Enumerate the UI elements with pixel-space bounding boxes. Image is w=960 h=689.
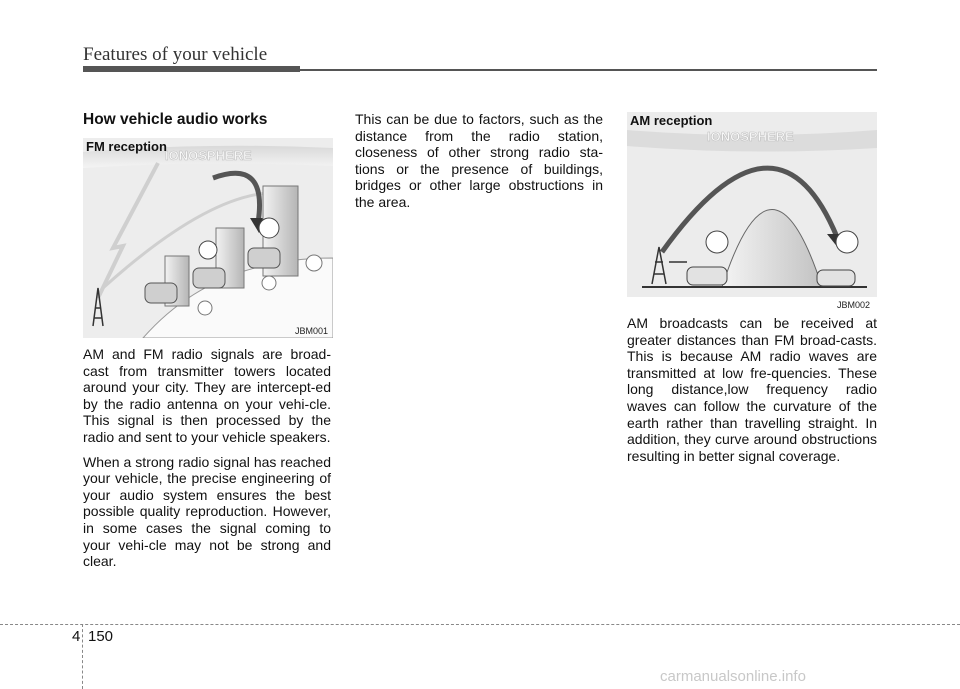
fm-distorted-sound-icon	[199, 241, 217, 259]
fm-reception-label: FM reception	[86, 139, 167, 154]
page-header-title: Features of your vehicle	[83, 44, 268, 65]
footer-rule	[0, 624, 960, 625]
am-sound-icon-left	[706, 231, 728, 253]
fm-car-3	[248, 248, 280, 268]
am-figure-code: JBM002	[837, 300, 871, 310]
header-rule-thick	[83, 66, 300, 72]
col2-paragraph-1: This can be due to factors, such as the distance from the radio station, closeness of other strong radio sta-tions or the presence of buildings, bridges or other large obstructions in the area.	[355, 111, 603, 210]
fm-car-1	[145, 283, 177, 303]
fm-figure-code: JBM001	[295, 326, 329, 336]
header-rule-thin	[300, 69, 877, 71]
column-2	[355, 111, 603, 219]
section-heading: How vehicle audio works	[83, 111, 268, 128]
column-1	[83, 346, 331, 578]
watermark: carmanualsonline.info	[660, 668, 806, 685]
footer-divider	[82, 624, 83, 689]
am-car-left	[687, 267, 727, 285]
fm-tree-icon	[306, 255, 322, 271]
am-reception-illustration	[627, 112, 877, 312]
am-reception-label: AM reception	[630, 113, 713, 128]
fm-tree-icon	[198, 301, 212, 315]
am-sound-icon-right	[836, 231, 858, 253]
fm-ionosphere-text: IONOSPHERE	[165, 148, 252, 163]
page-number: 150	[88, 628, 114, 645]
col3-paragraph-1: AM broadcasts can be received at greater distances than FM broad-casts. This is because AM radio waves are transmitted at low fre-quencies. These long distance,low frequency radio waves can follow the curvature of the earth rather than travelling straight. In addition, they curve around obstructions resulting in better signal coverage.	[627, 315, 877, 464]
fm-reception-illustration	[83, 138, 333, 338]
fm-tree-icon	[262, 276, 276, 290]
am-ionosphere-text: IONOSPHERE	[707, 129, 794, 144]
col1-paragraph-1: AM and FM radio signals are broad-cast from transmitter towers located around your city. They are intercept-ed by the radio antenna on your vehi-cle. This signal is then processed by the radio and sent to your vehicle speakers.	[83, 346, 331, 445]
fm-car-2	[193, 268, 225, 288]
column-3	[627, 315, 877, 472]
am-car-right	[817, 270, 855, 286]
fm-clear-sound-icon	[259, 218, 279, 238]
col1-paragraph-2: When a strong radio signal has reached your vehicle, the precise engineering of your audio system ensures the best possible quality reproduction. However, in some cases the signal coming to your vehi-cle may not be strong and clear.	[83, 453, 331, 570]
page-chapter: 4	[72, 628, 81, 645]
